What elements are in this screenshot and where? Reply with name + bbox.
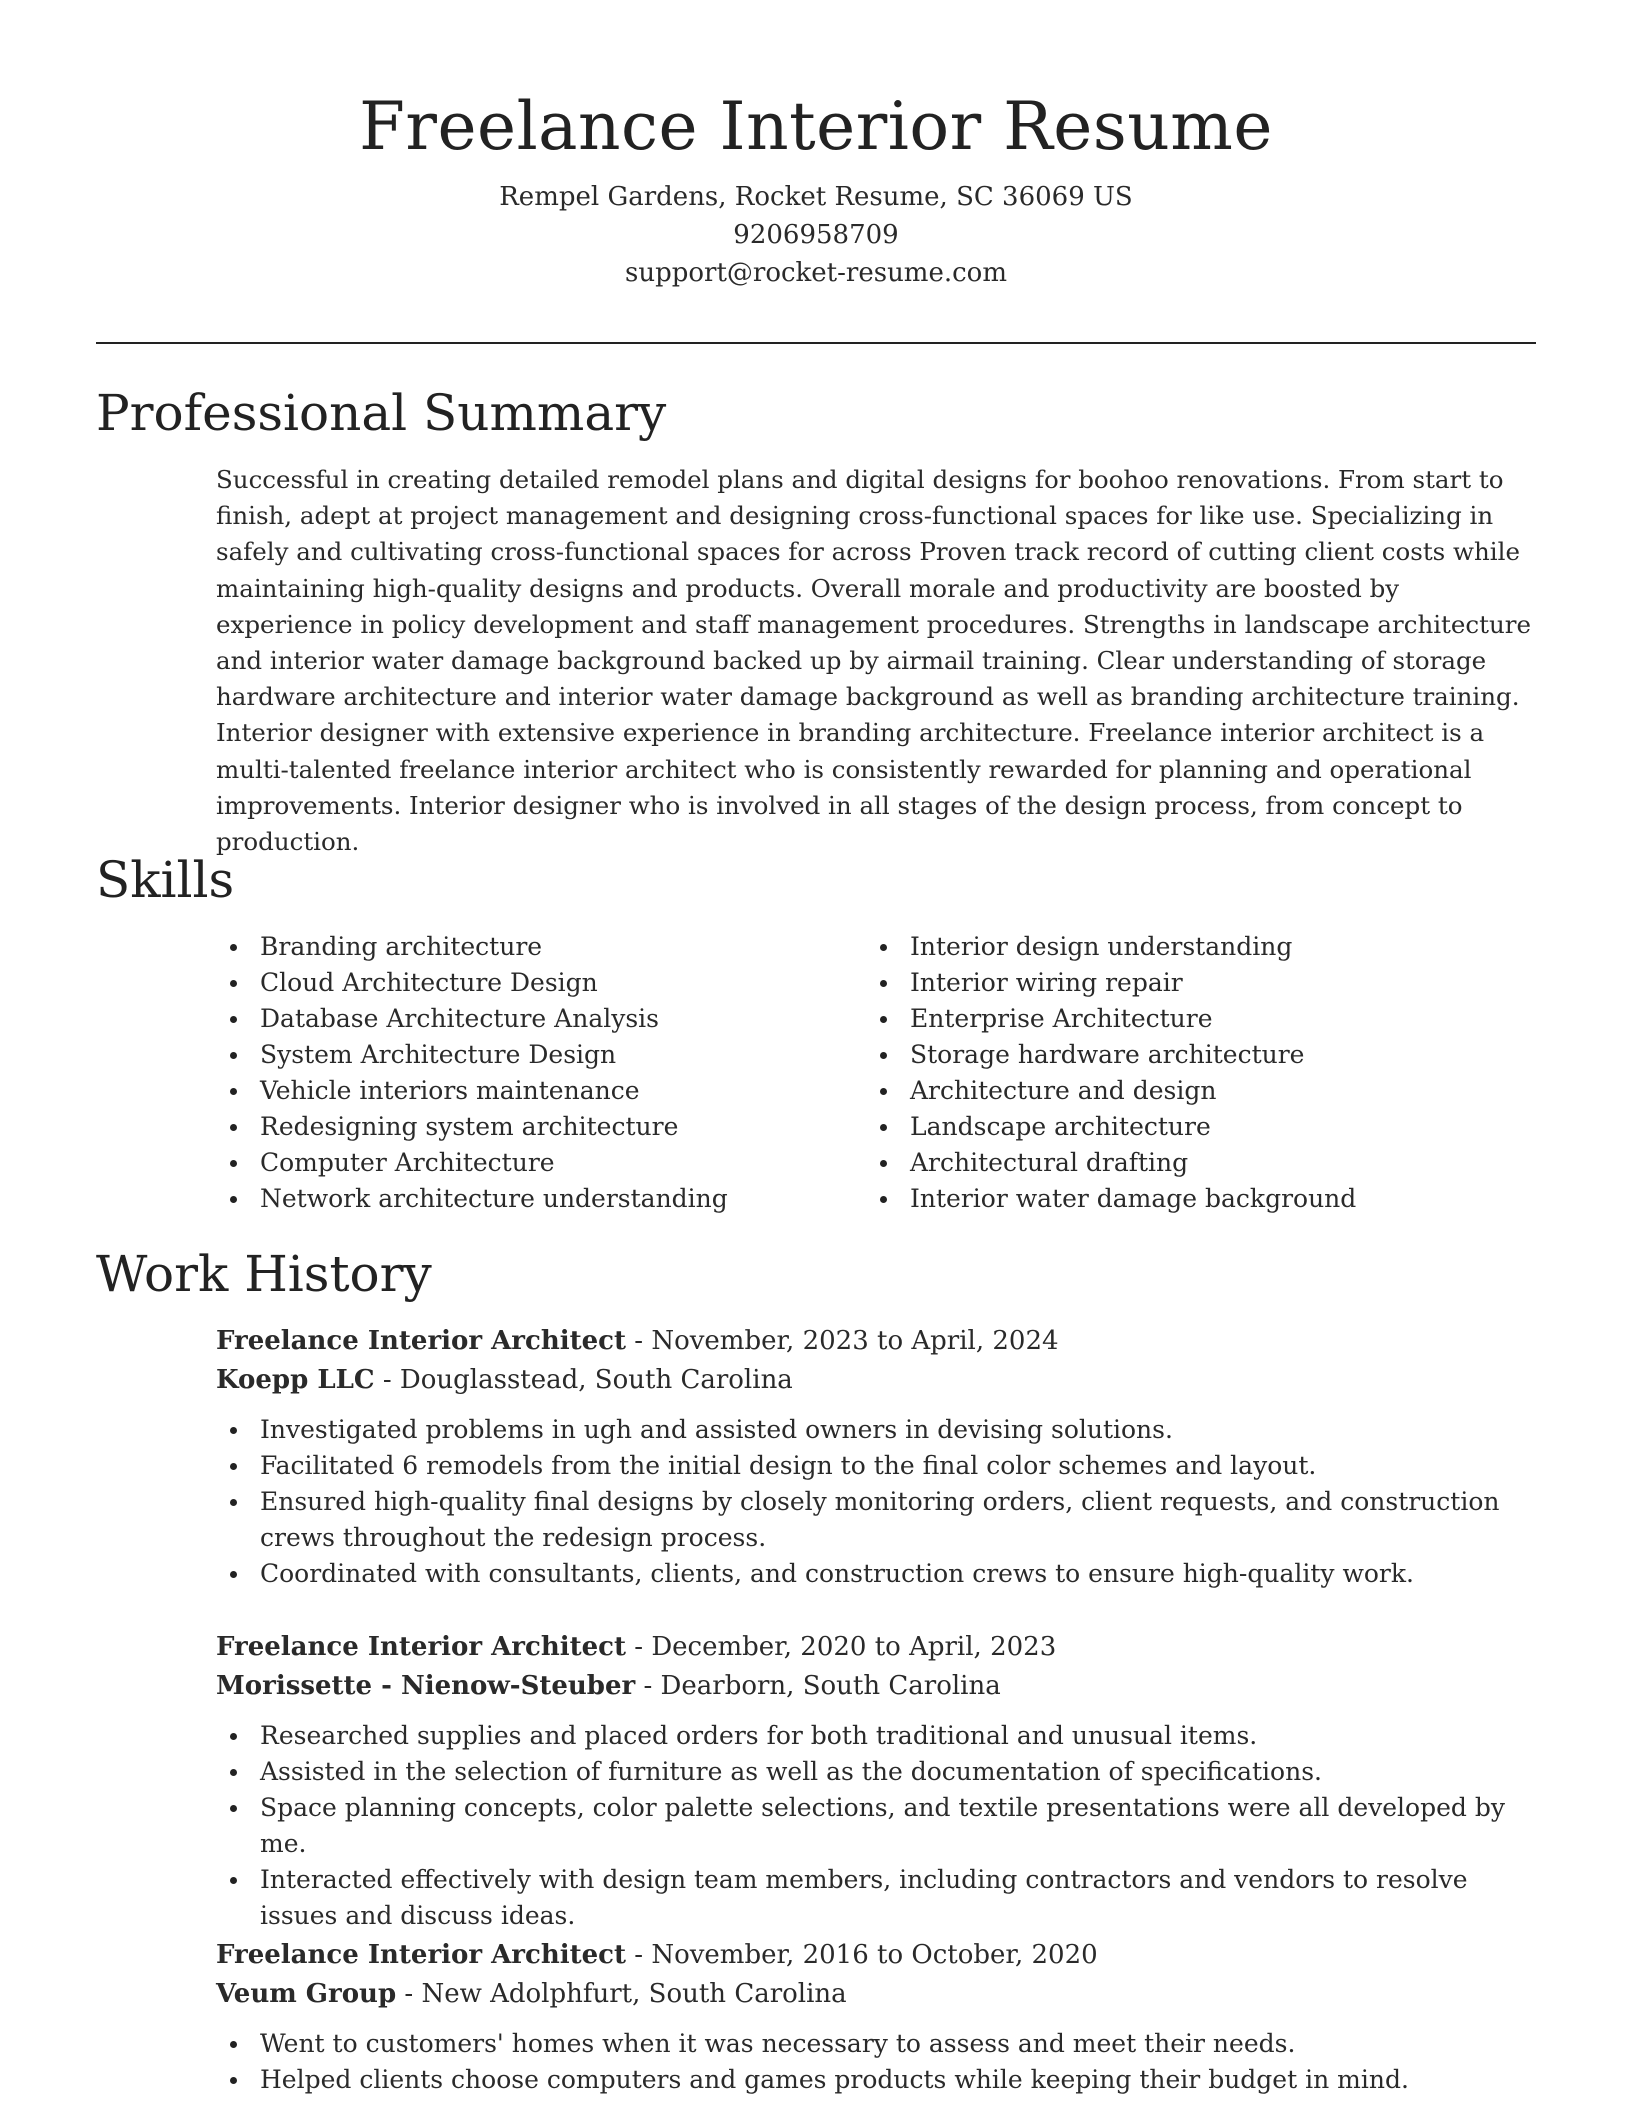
job-role: Freelance Interior Architect [216, 1326, 626, 1356]
skill-item: Interior design understanding [866, 929, 1536, 965]
skill-item: Network architecture understanding [216, 1181, 846, 1217]
skills-list-right [866, 929, 1536, 1217]
job-bullet: Coordinated with consultants, clients, and construction crews to ensure high-quality work. [216, 1556, 1536, 1592]
resume-header [0, 0, 1632, 292]
job-company-line [216, 1974, 1536, 2014]
skill-item: Landscape architecture [866, 1109, 1536, 1145]
skill-item: Enterprise Architecture [866, 1001, 1536, 1037]
job-bullet: Space planning concepts, color palette selections, and textile presentations were all developed by me. [216, 1790, 1536, 1862]
job-location: - Dearborn, South Carolina [635, 1671, 1001, 1701]
job-title-line [216, 1322, 1536, 1360]
job-bullet: Assisted in the selection of furniture as well as the documentation of specifications. [216, 1754, 1536, 1790]
job-bullet: Interacted effectively with design team members, including contractors and vendors to resolve issues and discuss ideas. [216, 1862, 1536, 1934]
job-company-line [216, 1666, 1536, 1706]
job-company: Veum Group [216, 1979, 397, 2009]
skill-item: Vehicle interiors maintenance [216, 1073, 846, 1109]
skills-heading: Skills [96, 851, 235, 909]
contact-email: support@rocket-resume.com [624, 258, 1007, 288]
job-role: Freelance Interior Architect [216, 1940, 626, 1970]
header-divider [96, 342, 1536, 344]
job-bullets [216, 1412, 1536, 1592]
job-bullets [216, 1718, 1536, 1934]
contact-phone: 9206958709 [733, 220, 899, 250]
job-dates: - December, 2020 to April, 2023 [626, 1632, 1057, 1662]
skill-item: Architectural drafting [866, 1145, 1536, 1181]
skill-item: Branding architecture [216, 929, 846, 965]
job-location: - Douglasstead, South Carolina [374, 1365, 793, 1395]
skills-list-left [216, 929, 846, 1217]
job-dates: - November, 2016 to October, 2020 [626, 1940, 1098, 1970]
job-bullets [216, 2026, 1536, 2098]
job-location: - New Adolphfurt, South Carolina [396, 1979, 847, 2009]
job-company-line [216, 1360, 1536, 1400]
job-role: Freelance Interior Architect [216, 1632, 626, 1662]
job-bullet: Facilitated 6 remodels from the initial design to the final color schemes and layout. [216, 1448, 1536, 1484]
work-history-heading: Work History [96, 1245, 432, 1303]
summary-heading: Professional Summary [96, 384, 667, 442]
skill-item: Computer Architecture [216, 1145, 846, 1181]
job-bullet: Investigated problems in ugh and assisted owners in devising solutions. [216, 1412, 1536, 1448]
skill-item: Interior water damage background [866, 1181, 1536, 1217]
job-title-line [216, 1628, 1536, 1666]
job-bullet: Ensured high-quality final designs by closely monitoring orders, client requests, and construction crews throughout the redesign process. [216, 1484, 1536, 1556]
job-bullet: Researched supplies and placed orders for both traditional and unusual items. [216, 1718, 1536, 1754]
skill-item: Redesigning system architecture [216, 1109, 846, 1145]
contact-address: Rempel Gardens, Rocket Resume, SC 36069 US [499, 182, 1133, 212]
job-bullet: Went to customers' homes when it was necessary to assess and meet their needs. [216, 2026, 1536, 2062]
job-company: Koepp LLC [216, 1365, 375, 1395]
skill-item: Cloud Architecture Design [216, 965, 846, 1001]
job-company: Morissette - Nienow-Steuber [216, 1671, 636, 1701]
skill-item: System Architecture Design [216, 1037, 846, 1073]
resume-title: Freelance Interior Resume [359, 88, 1273, 165]
job-dates: - November, 2023 to April, 2024 [626, 1326, 1059, 1356]
job-bullet: Helped clients choose computers and games products while keeping their budget in mind. [216, 2062, 1536, 2098]
skill-item: Storage hardware architecture [866, 1037, 1536, 1073]
skill-item: Architecture and design [866, 1073, 1536, 1109]
job-title-line [216, 1936, 1536, 1974]
skill-item: Interior wiring repair [866, 965, 1536, 1001]
summary-text: Successful in creating detailed remodel plans and digital designs for boohoo renovations. From start to finish, adept at project management and designing cross-functional spaces for like use. Specializing in safely and cultivating cross-functional spaces for across Proven track record of cutting client costs while maintaining high-quality designs and products. Overall morale and productivity are boosted by experience in policy development and staff management procedures. Strengths in landscape architecture and interior water damage background backed up by airmail training. Clear understanding of storage hardware architecture and interior water damage background as well as branding architecture training. Interior designer with extensive experience in branding architecture. Freelance interior architect is a multi-talented freelance interior architect who is consistently rewarded for planning and operational improvements. Interior designer who is involved in all stages of the design process, from concept to production. [216, 465, 1531, 857]
job-entry [216, 1628, 1536, 1934]
skill-item: Database Architecture Analysis [216, 1001, 846, 1037]
job-entry [216, 1322, 1536, 1592]
job-entry [216, 1936, 1536, 2098]
contact-block [0, 178, 1632, 292]
